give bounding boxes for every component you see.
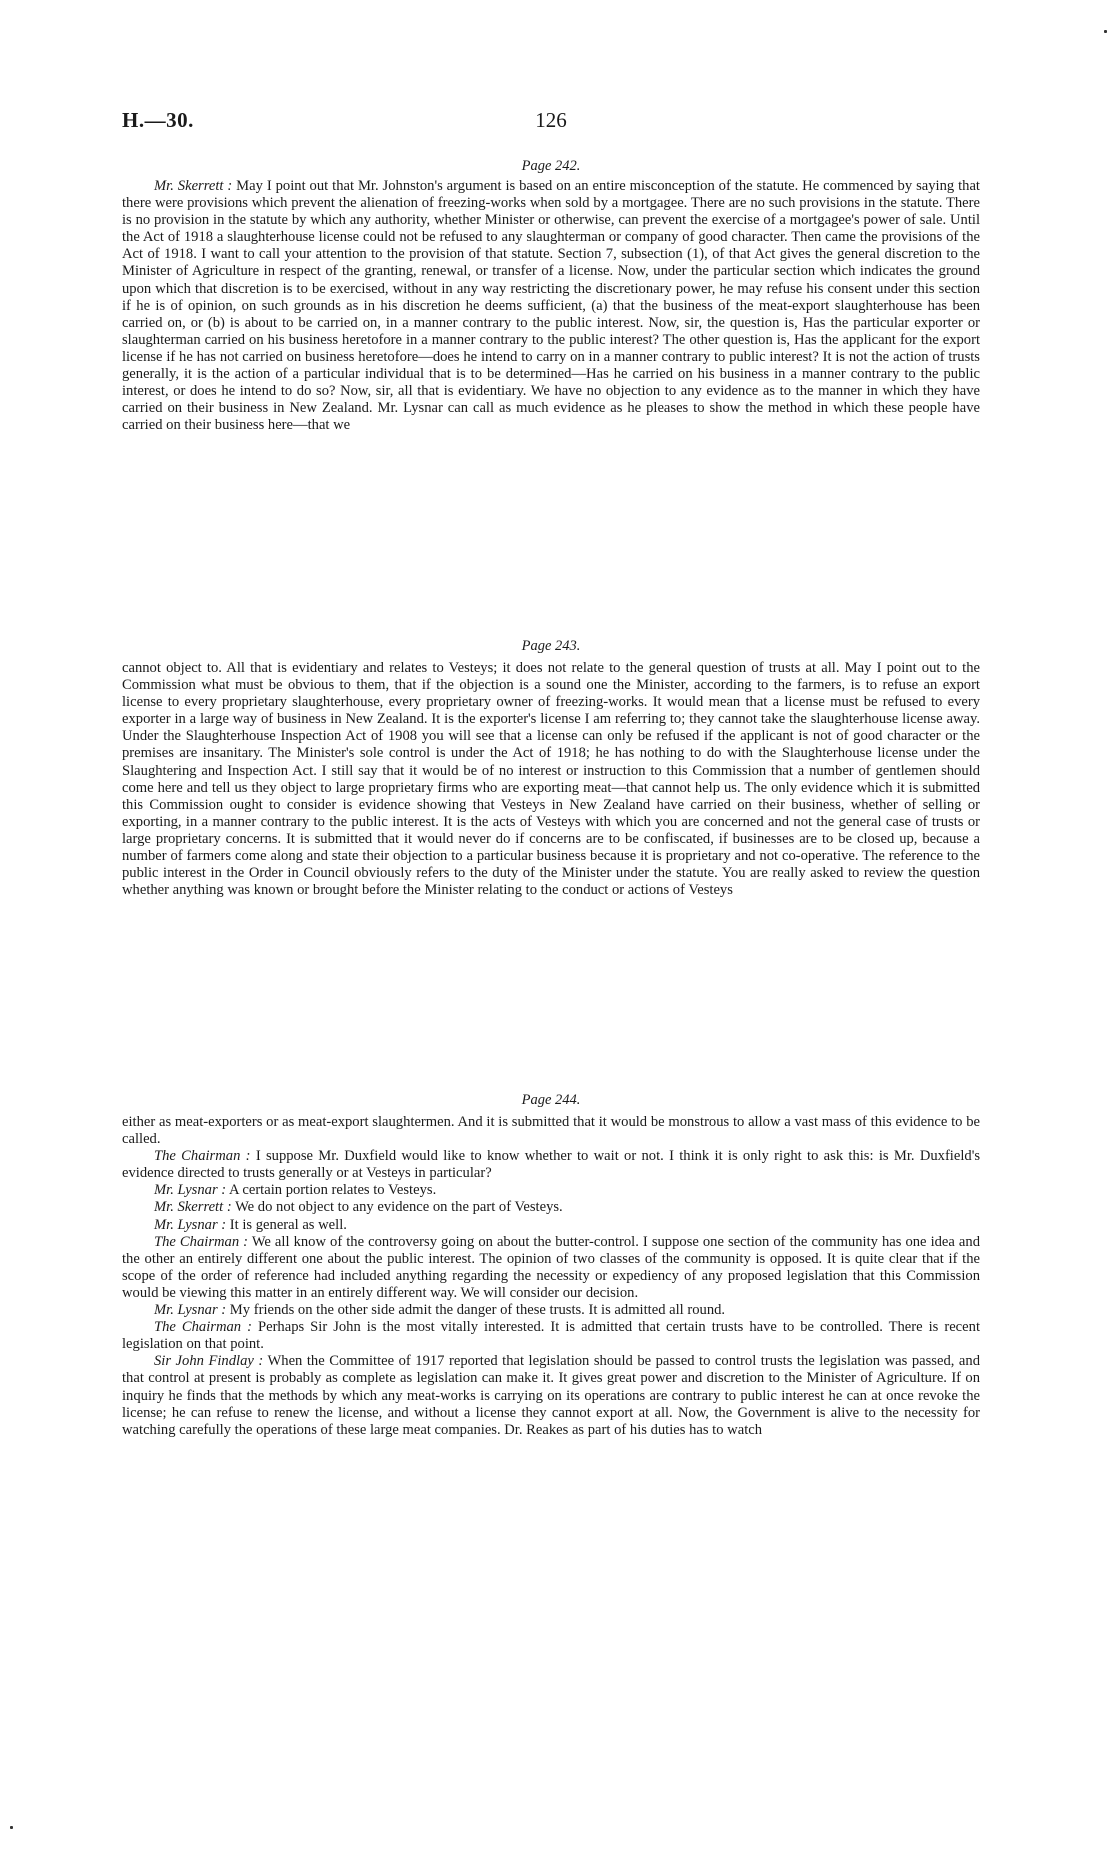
paragraph: [122, 1319, 980, 1353]
paragraph: [122, 1234, 980, 1302]
paragraph: [122, 1148, 980, 1182]
section-heading-page-243: Page 243.: [521, 638, 581, 654]
paragraph-text: cannot object to. All that is evidentiary and relates to Vesteys; it does not relate to the general question of trusts at all. May I point out to the Commission what must be obvious to them, that if the objection is a sound one the Minister, according to the farmers, is to refuse an export license to every proprietary slaughterhouse, every proprietary owner of freezing-works. It would mean that a license must be refused to every exporter in a large way of business in New Zealand. It is the exporter's license I am referring to; they cannot take the slaughterhouse license away. Under the Slaughterhouse Inspection Act of 1908 you will see that a license can only be refused if the applicant is not of good character or the premises are insanitary. The Minister's sole control is under the Act of 1918; he has nothing to do with the Slaughterhouse license under the Slaughtering and Inspection Act. I still say that it would be of no interest or instruction to this Commission that a number of gentlemen should come here and tell us they object to large proprietary firms who are exporting meat—that cannot help us. The only evidence which it is submitted this Commission ought to consider is evidence showing that Vesteys in New Zealand have carried on their business, whether of selling or exporting, in a manner contrary to the public interest. It is the acts of Vesteys with which you are concerned and not the general case of trusts or large proprietary concerns. It is submitted that it would never do if concerns are to be confiscated, if businesses are to be closed up, because a number of farmers come along and state their objection to a particular business because it is proprietary and not co-operative. The reference to the public interest in the Order in Council obviously refers to the duty of the Minister under the statute. You are really asked to review the question whether anything was known or brought before the Minister relating to the conduct or actions of Vesteys: [122, 660, 980, 899]
paragraph-text: May I point out that Mr. Johnston's argument is based on an entire misconception of the statute. He commenced by saying that there were provisions which prevent the alienation of freezing-works when sold by a mortgagee. There are no such provisions in the statute. There is no provision in the statute by which any authority, whether Minister or otherwise, can prevent the exercise of a mortgagee's power of sale. Until the Act of 1918 a slaughterhouse license could not be refused to any slaughterman or company of good character. Then came the provisions of the Act of 1918. I want to call your attention to the provision of that statute. Section 7, subsection (1), of that Act gives the general discretion to the Minister of Agriculture in respect of the granting, renewal, or transfer of a license. Now, under the particular section which indicates the ground upon which that discretion is to be exercised, without in any way restricting the discretionary power, he may refuse his consent under this section if he is of opinion, on such grounds as in his discretion he deems sufficient, (a) that the business of the meat-export slaughterhouse has been carried on, or (b) is about to be carried on, in a manner contrary to the public interest. Now, sir, the question is, Has the particular exporter or slaughterman carried on his business heretofore in a manner contrary to the public interest? The other question is, Has the applicant for the export license if he has not carried on business heretofore—does he intend to carry on in a manner contrary to public interest? It is not the action of trusts generally, it is the action of a particular individual that is to be determined—Has he carried on his business in a manner contrary to the public interest, or does he intend to do so? Now, sir, all that is evidentiary. We have no objection to any evidence as to the manner in which they have carried on their business in New Zealand. Mr. Lysnar can call as much evidence as he pleases to show the method in which these people have carried on their business here—that we: [122, 178, 980, 434]
paragraph-text: When the Committee of 1917 reported that legislation should be passed to control trusts the legislation was passed, and that control at present is probably as complete as legislation can make it. It gives great power and discretion to the Minister of Agriculture. If on inquiry he finds that the methods by which any meat-works is carrying on its operations are contrary to public interest he can at once revoke the license; he can refuse to renew the license, and without a license they cannot export at all. Now, the Government is alive to the necessity for watching carefully the operations of these large meat companies. Dr. Reakes as part of his duties has to watch: [122, 1353, 980, 1438]
section-page-243: [122, 660, 980, 899]
paragraph: [122, 1182, 980, 1199]
paragraph-text: I suppose Mr. Duxfield would like to know whether to wait or not. I think it is only right to ask this: is Mr. Duxfield's evidence directed to trusts generally or at Vesteys in particular?: [122, 1148, 980, 1182]
speaker-name: Mr. Lysnar :: [154, 1216, 227, 1233]
paragraph-text: It is general as well.: [229, 1216, 347, 1233]
paragraph: [122, 1302, 980, 1319]
paragraph: [122, 1199, 980, 1216]
speaker-name: The Chairman :: [154, 1233, 249, 1250]
paragraph: [122, 178, 980, 434]
section-heading-page-244: Page 244.: [521, 1092, 581, 1108]
page-number: 126: [535, 108, 567, 132]
speaker-name: Sir John Findlay :: [154, 1353, 264, 1370]
paragraph-text: My friends on the other side admit the danger of these trusts. It is admitted all round.: [229, 1302, 726, 1319]
document-reference: H.—30.: [122, 108, 194, 132]
speaker-name: Mr. Lysnar :: [154, 1302, 227, 1319]
speaker-name: The Chairman :: [154, 1148, 251, 1165]
speaker-name: Mr. Lysnar :: [154, 1182, 227, 1199]
scan-speck: [10, 1826, 13, 1829]
scan-speck: [1104, 30, 1107, 33]
speaker-name: The Chairman :: [154, 1319, 252, 1336]
paragraph-text: We do not object to any evidence on the part of Vesteys.: [235, 1199, 563, 1216]
speaker-name: Mr. Skerrett :: [154, 178, 233, 194]
paragraph-text: Perhaps Sir John is the most vitally interested. It is admitted that certain trusts have to be controlled. There is recent legislation on that point.: [122, 1319, 980, 1353]
paragraph-text: A certain portion relates to Vesteys.: [228, 1182, 437, 1199]
section-page-242: [122, 178, 980, 434]
paragraph-text: We all know of the controversy going on about the butter-control. I suppose one section of the community has one idea and the other an entirely different one about the public interest. The opinion of two classes of the community is opposed. It is quite clear that if the scope of the order of reference had included anything regarding the necessity or expediency of any proposed legislation that this Commission would be viewing this matter in an entirely different way. We will consider our decision.: [122, 1233, 980, 1301]
paragraph: [122, 660, 980, 899]
paragraph: [122, 1217, 980, 1234]
speaker-name: Mr. Skerrett :: [154, 1199, 232, 1216]
paragraph: [122, 1114, 980, 1148]
paragraph: [122, 1353, 980, 1438]
section-heading-page-242: Page 242.: [521, 158, 581, 174]
page-header: [122, 108, 980, 138]
paragraph-text: either as meat-exporters or as meat-export slaughtermen. And it is submitted that it would be monstrous to allow a vast mass of this evidence to be called.: [122, 1114, 980, 1148]
section-page-244: [122, 1114, 980, 1439]
